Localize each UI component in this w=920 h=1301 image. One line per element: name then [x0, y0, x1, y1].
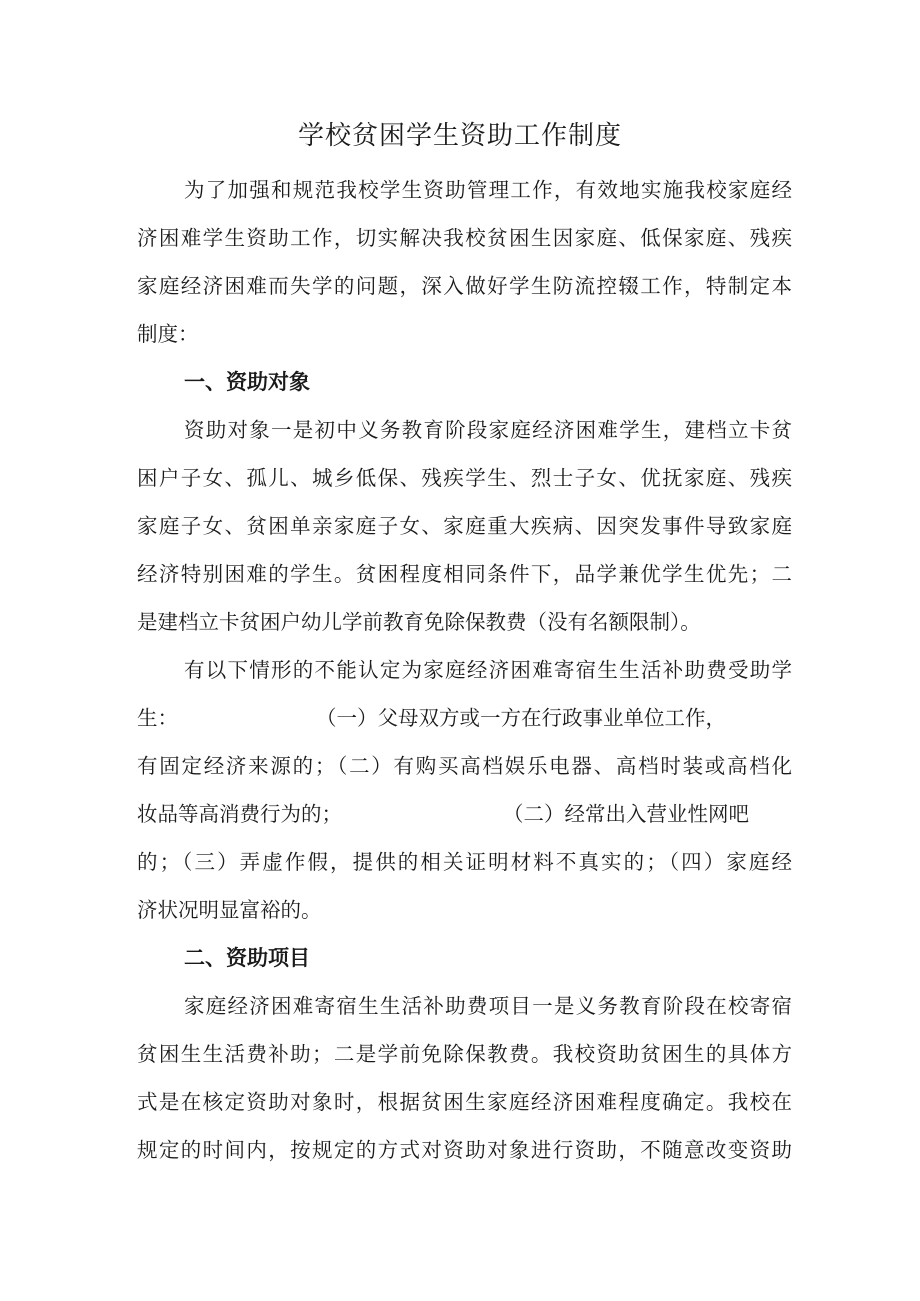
- s1-p2-line-1: 有以下情形的不能认定为家庭经济困难寄宿生生活补助费受助学: [184, 658, 792, 682]
- s1-p2-line-2-start: 生：: [137, 706, 178, 730]
- intro-line-3: 家庭经济困难而失学的问题，深入做好学生防流控辍工作，特制定本: [137, 274, 792, 298]
- page-title: 学校贫困学生资助工作制度: [297, 121, 622, 151]
- s1-p2-line-4-start: 妆品等高消费行为的；: [137, 802, 342, 826]
- intro-line-2: 济困难学生资助工作，切实解决我校贫困生因家庭、低保家庭、残疾: [137, 226, 792, 250]
- s2-p1-line-3: 式是在核定资助对象时，根据贫困生家庭经济困难程度确定。我校在: [137, 1090, 792, 1114]
- s1-p1-line-4: 经济特别困难的学生。贫困程度相同条件下，品学兼优学生优先；二: [137, 562, 792, 586]
- intro-line-1: 为了加强和规范我校学生资助管理工作，有效地实施我校家庭经: [184, 178, 792, 202]
- intro-line-4: 制度：: [137, 322, 199, 346]
- s1-p2-line-3: 有固定经济来源的；（二）有购买高档娱乐电器、高档时装或高档化: [137, 754, 792, 778]
- s1-p1-line-1: 资助对象一是初中义务教育阶段家庭经济困难学生，建档立卡贫: [184, 418, 792, 442]
- s1-p2-line-6: 济状况明显富裕的。: [137, 898, 322, 922]
- section-heading-1: 一、资助对象: [184, 370, 310, 394]
- s2-p1-line-2: 贫困生生活费补助；二是学前免除保教费。我校资助贫困生的具体方: [137, 1042, 792, 1066]
- s1-p1-line-5: 是建档立卡贫困户幼儿学前教育免除保教费（没有名额限制）。: [137, 610, 701, 634]
- s1-p1-line-3: 家庭子女、贫困单亲家庭子女、家庭重大疾病、因突发事件导致家庭: [137, 514, 792, 538]
- s1-p1-line-2: 困户子女、孤儿、城乡低保、残疾学生、烈士子女、优抚家庭、残疾: [137, 466, 792, 490]
- s1-p2-line-2-end: （一）父母双方或一方在行政事业单位工作，: [316, 706, 726, 730]
- s1-p2-line-4-end: （二）经常出入营业性网吧: [503, 802, 749, 826]
- s2-p1-line-1: 家庭经济困难寄宿生生活补助费项目一是义务教育阶段在校寄宿: [184, 994, 792, 1018]
- s2-p1-line-4: 规定的时间内，按规定的方式对资助对象进行资助，不随意改变资助: [137, 1138, 792, 1162]
- s1-p2-line-5: 的；（三）弄虚作假，提供的相关证明材料不真实的；（四）家庭经: [137, 850, 792, 874]
- section-heading-2: 二、资助项目: [184, 946, 310, 970]
